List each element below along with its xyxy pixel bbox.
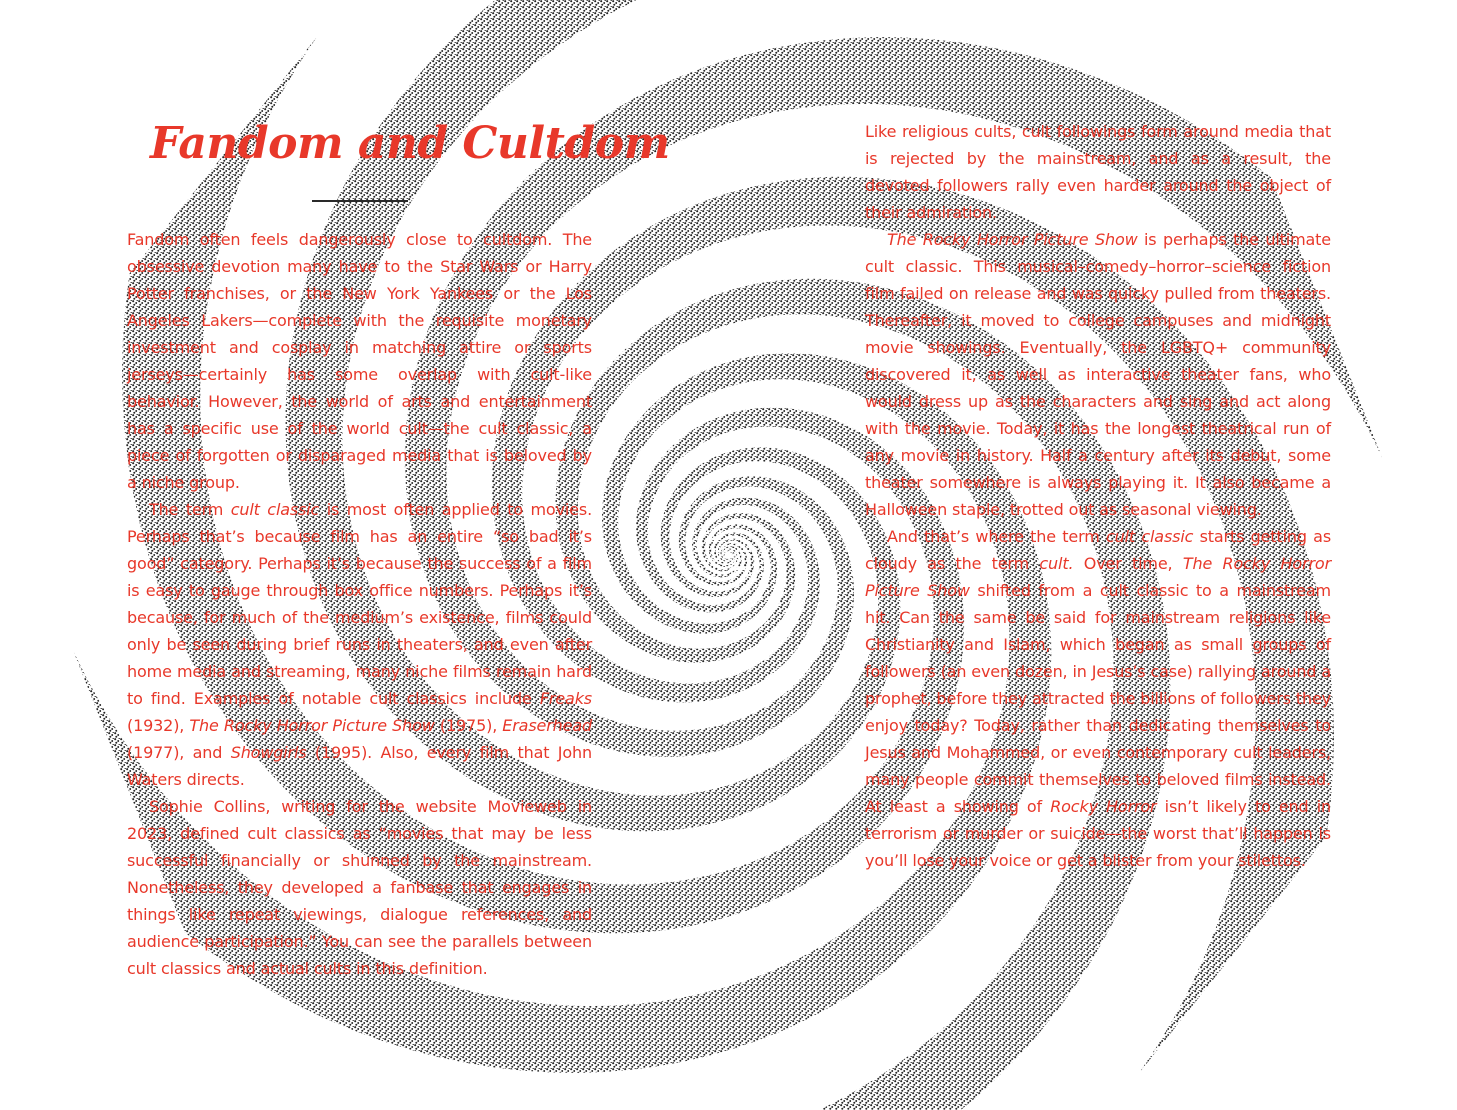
italic-title-text: cult.	[1039, 554, 1074, 573]
page-title: Fandom and Cultdom	[150, 118, 670, 169]
italic-title-text: cult classic	[1105, 527, 1194, 546]
right-text-column	[865, 118, 1331, 874]
italic-title-text: The Rocky Horror Picture Show	[887, 230, 1138, 249]
left-text-column	[127, 226, 592, 982]
italic-title-text: Freaks	[539, 689, 592, 708]
italic-title-text: Eraserhead	[502, 716, 592, 735]
italic-title-text: The Rocky Horror Picture Show	[189, 716, 435, 735]
italic-title-text: The Rocky Horror Picture Show	[865, 554, 1331, 600]
body-paragraph: Like religious cults, cult followings form around media that is rejected by the mainstream, and as a result, the devoted followers rally even harder around the object of their admiration.	[865, 122, 1331, 222]
body-paragraph: The Rocky Horror Picture Show is perhaps the ultimate cult classic. This musical–comedy–horror–science fiction film failed on release and was quicky pulled from theaters. Thereafter, it moved to college campuses and midnight movie showings. Eventually, the LGBTQ+ community discovered it, as well as interactive theater fans, who would dress up as the characters and sing and act along with the movie. Today, it has the longest theatrical run of any movie in history. Half a century after its debut, some theater somewhere is always playing it. It also became a Halloween staple, trotted out as seasonal viewing.	[865, 230, 1331, 519]
italic-title-text: cult classic	[230, 500, 320, 519]
body-paragraph: And that’s where the term cult classic starts getting as cloudy as the term cult. Over time, The Rocky Horror Picture Show shifted from a cult classic to a mainstream hit. Can the same be said for mainstream religions like Christianity and Islam, which began as small groups of followers (an even dozen, in Jesus’s case) rallying around a prophet, before they attracted the billions of followers they enjoy today? Today, rather than dedicating themselves to Jesus and Mohammed, or even contemporary cult leaders, many people commit themselves to beloved films instead. At least a showing of Rocky Horror isn’t likely to end in terrorism or murder or suicide—the worst that’ll happen is you’ll lose your voice or get a blister from your stilettos.	[865, 527, 1332, 870]
italic-title-text: Rocky Horror	[1050, 797, 1157, 816]
body-paragraph: Fandom often feels dangerously close to cultdom. The obsessive devotion many have to the Star Wars or Harry Potter franchises, or the New York Yankees or the Los Angeles Lakers—complete with the requisite monetary investment and cosplay in matching attire or sports jerseys—certainly has some overlap with cult-like behavior. However, the world of arts and entertainment has a specific use of the world cult—the cult classic, a piece of forgotten or disparaged media that is beloved by a niche group.	[127, 230, 592, 492]
italic-title-text: Showgirls	[230, 743, 307, 762]
body-paragraph: Sophie Collins, writing for the website Movieweb in 2023, defined cult classics as “movies that may be less successful financially or shunned by the mainstream. Nonetheless, they developed a fanbase that engages in things like repeat viewings, dialogue references, and audience participation.” You can see the parallels between cult classics and actual cults in this definition.	[127, 797, 592, 978]
body-paragraph: The term cult classic is most often applied to movies. Perhaps that’s because film has an entire “so bad it’s good” category. Perhaps it’s because the success of a film is easy to gauge through box office numbers. Perhaps it’s because, for much of the medium’s existence, films could only be seen during brief runs in theaters, and even after home media and streaming, many niche films remain hard to find. Examples of notable cult classics include Freaks (1932), The Rocky Horror Picture Show (1975), Eraserhead (1977), and Showgirls (1995). Also, every film that John Waters directs.	[127, 500, 593, 789]
title-underline-rule	[312, 200, 408, 202]
